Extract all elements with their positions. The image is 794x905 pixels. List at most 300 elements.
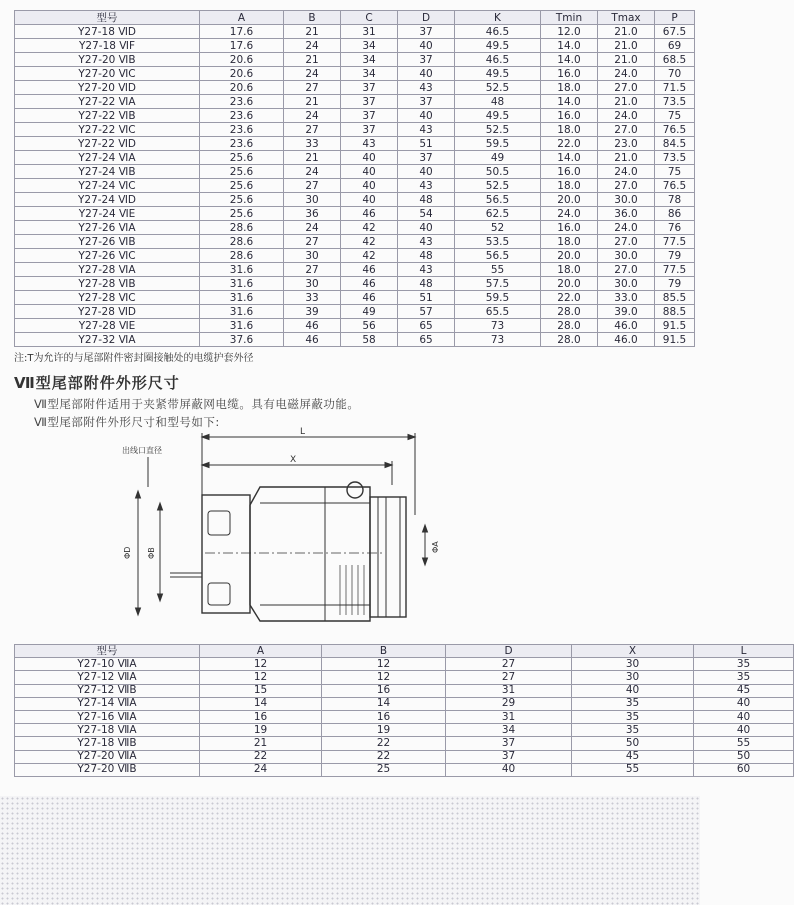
table-cell: 46.5 <box>455 25 541 39</box>
table-cell: 55 <box>572 763 694 776</box>
table-cell: 77.5 <box>655 235 695 249</box>
table-cell: 29 <box>446 697 572 710</box>
table-cell: Y27-24 ⅥB <box>15 165 200 179</box>
table-cell: 33 <box>284 137 341 151</box>
table-row <box>15 710 794 723</box>
table-cell: 17.6 <box>200 39 284 53</box>
table-cell: Y27-20 ⅥC <box>15 67 200 81</box>
table-cell: Y27-20 ⅦA <box>15 750 200 763</box>
table-cell: Y27-28 ⅥE <box>15 319 200 333</box>
table-cell: 25.6 <box>200 193 284 207</box>
table-cell: 20.0 <box>541 193 598 207</box>
table-cell: 54 <box>398 207 455 221</box>
table-cell: Y27-20 ⅥD <box>15 81 200 95</box>
table-cell: Y27-12 ⅦB <box>15 684 200 697</box>
table-cell: Y27-22 ⅥA <box>15 95 200 109</box>
table-cell: 37.6 <box>200 333 284 347</box>
table-cell: 23.6 <box>200 95 284 109</box>
column-header: A <box>200 11 284 25</box>
table-cell: 52 <box>455 221 541 235</box>
table-cell: 27 <box>446 671 572 684</box>
column-header: D <box>398 11 455 25</box>
table-cell: 21 <box>284 95 341 109</box>
table-cell: 27.0 <box>598 123 655 137</box>
table-cell: 16 <box>322 684 446 697</box>
description-text: Ⅶ型尾部附件适用于夹紧带屏蔽网电缆。具有电磁屏蔽功能。 <box>34 397 360 411</box>
column-header: Tmax <box>598 11 655 25</box>
table-row <box>15 671 794 684</box>
table-row <box>15 697 794 710</box>
table-cell: 37 <box>398 53 455 67</box>
table-cell: Y27-18 ⅦA <box>15 724 200 737</box>
table-cell: 48 <box>455 95 541 109</box>
table-row <box>15 333 695 347</box>
table-cell: 12.0 <box>541 25 598 39</box>
table-cell: 40 <box>446 763 572 776</box>
table-cell: 34 <box>446 724 572 737</box>
table-cell: Y27-18 ⅦB <box>15 737 200 750</box>
table-cell: 58 <box>341 333 398 347</box>
table-cell: 75 <box>655 109 695 123</box>
table-cell: 79 <box>655 277 695 291</box>
table-cell: Y27-14 ⅦA <box>15 697 200 710</box>
table-cell: 78 <box>655 193 695 207</box>
table-row <box>15 319 695 333</box>
column-header: 型号 <box>15 645 200 658</box>
table-cell: 46 <box>341 277 398 291</box>
table-cell: 21 <box>200 737 322 750</box>
table-cell: 14.0 <box>541 151 598 165</box>
table-cell: 55 <box>455 263 541 277</box>
table-cell: 18.0 <box>541 123 598 137</box>
table-cell: 27.0 <box>598 263 655 277</box>
table-cell: 24 <box>284 67 341 81</box>
table-cell: 17.6 <box>200 25 284 39</box>
table-row <box>15 235 695 249</box>
table-cell: 18.0 <box>541 179 598 193</box>
table-cell: 24.0 <box>598 67 655 81</box>
table-cell: Y27-18 ⅥD <box>15 25 200 39</box>
table-cell: 28.6 <box>200 249 284 263</box>
table-cell: 15 <box>200 684 322 697</box>
table-cell: 22 <box>322 750 446 763</box>
table-cell: 12 <box>322 658 446 671</box>
table-cell: Y27-24 ⅥA <box>15 151 200 165</box>
table-cell: 65 <box>398 333 455 347</box>
table-row <box>15 221 695 235</box>
table-row <box>15 658 794 671</box>
table-cell: 31 <box>341 25 398 39</box>
table-row <box>15 67 695 81</box>
table-cell: 42 <box>341 235 398 249</box>
table-row <box>15 81 695 95</box>
table-note: 注:T为允许的与尾部附件密封圈接触处的电缆护套外径 <box>14 353 254 364</box>
table-cell: 91.5 <box>655 333 695 347</box>
table-cell: 30 <box>284 277 341 291</box>
table-cell: 12 <box>322 671 446 684</box>
table-cell: 65 <box>398 319 455 333</box>
table-cell: Y27-18 ⅥF <box>15 39 200 53</box>
table-cell: 51 <box>398 137 455 151</box>
table-cell: 37 <box>341 123 398 137</box>
table-cell: 16.0 <box>541 67 598 81</box>
table-cell: 51 <box>398 291 455 305</box>
table-cell: 43 <box>398 235 455 249</box>
table-cell: 23.0 <box>598 137 655 151</box>
table-cell: 43 <box>398 263 455 277</box>
table-cell: 86 <box>655 207 695 221</box>
table-cell: 31.6 <box>200 305 284 319</box>
label-x: X <box>290 455 297 465</box>
table-cell: 43 <box>398 81 455 95</box>
table-cell: 91.5 <box>655 319 695 333</box>
table-cell: 40 <box>398 221 455 235</box>
table-cell: 30 <box>572 671 694 684</box>
table-cell: 40 <box>694 724 794 737</box>
table-cell: 59.5 <box>455 291 541 305</box>
table-cell: 73 <box>455 319 541 333</box>
label-outlet: 出线口直径 <box>122 446 162 455</box>
table-cell: Y27-22 ⅥD <box>15 137 200 151</box>
label-phi-b: ΦB <box>147 547 156 559</box>
label-phi-a: ΦA <box>431 541 440 553</box>
table-cell: Y27-32 ⅥA <box>15 333 200 347</box>
table-cell: 14.0 <box>541 53 598 67</box>
table-cell: 68.5 <box>655 53 695 67</box>
section-title: Ⅶ型尾部附件外形尺寸 <box>14 374 180 392</box>
table-cell: 22.0 <box>541 137 598 151</box>
table-row <box>15 249 695 263</box>
table-cell: 67.5 <box>655 25 695 39</box>
table-cell: 37 <box>398 151 455 165</box>
table-row <box>15 737 794 750</box>
table-cell: 35 <box>572 724 694 737</box>
table-cell: 23.6 <box>200 109 284 123</box>
table-cell: 21 <box>284 25 341 39</box>
table-cell: 37 <box>341 95 398 109</box>
table-cell: 30 <box>284 193 341 207</box>
table-cell: 73.5 <box>655 95 695 109</box>
column-header: C <box>341 11 398 25</box>
table-cell: 49.5 <box>455 109 541 123</box>
table-row <box>15 25 695 39</box>
table-row <box>15 750 794 763</box>
table-cell: 21.0 <box>598 95 655 109</box>
table-cell: 70 <box>655 67 695 81</box>
table-cell: 27 <box>284 123 341 137</box>
table-cell: 24 <box>284 109 341 123</box>
column-header: K <box>455 11 541 25</box>
table-cell: 40 <box>572 684 694 697</box>
table-cell: 25.6 <box>200 165 284 179</box>
table-cell: 48 <box>398 193 455 207</box>
table-cell: 76.5 <box>655 179 695 193</box>
table-cell: 42 <box>341 221 398 235</box>
table-cell: 40 <box>398 109 455 123</box>
column-header: D <box>446 645 572 658</box>
table-cell: 40 <box>694 697 794 710</box>
table-cell: 65.5 <box>455 305 541 319</box>
table-cell: 50.5 <box>455 165 541 179</box>
column-header: B <box>322 645 446 658</box>
table-row <box>15 277 695 291</box>
table-cell: 31 <box>446 710 572 723</box>
table-cell: 57 <box>398 305 455 319</box>
table-cell: 40 <box>341 193 398 207</box>
table-cell: 28.0 <box>541 305 598 319</box>
table-cell: 16 <box>322 710 446 723</box>
table-cell: 20.6 <box>200 67 284 81</box>
table-cell: 46 <box>284 333 341 347</box>
table-cell: 76 <box>655 221 695 235</box>
table-cell: 33.0 <box>598 291 655 305</box>
table-cell: 16.0 <box>541 221 598 235</box>
table-cell: 31.6 <box>200 291 284 305</box>
table-cell: Y27-12 ⅦA <box>15 671 200 684</box>
table-cell: 45 <box>572 750 694 763</box>
table-cell: Y27-24 ⅥC <box>15 179 200 193</box>
table-cell: 27 <box>446 658 572 671</box>
table-cell: 34 <box>341 39 398 53</box>
table-header-row <box>15 11 695 25</box>
table-cell: 22.0 <box>541 291 598 305</box>
table-cell: 28.0 <box>541 319 598 333</box>
table-row <box>15 763 794 776</box>
table-cell: 33 <box>284 291 341 305</box>
table-row <box>15 684 794 697</box>
table-cell: 39.0 <box>598 305 655 319</box>
table-cell: 79 <box>655 249 695 263</box>
table-cell: 19 <box>322 724 446 737</box>
table-cell: 46.0 <box>598 319 655 333</box>
table-cell: 30.0 <box>598 249 655 263</box>
column-header: 型号 <box>15 11 200 25</box>
table-cell: Y27-26 ⅥA <box>15 221 200 235</box>
table-cell: 69 <box>655 39 695 53</box>
table-cell: Y27-20 ⅦB <box>15 763 200 776</box>
table-cell: 46 <box>341 291 398 305</box>
table-cell: 35 <box>694 671 794 684</box>
table-cell: 21.0 <box>598 53 655 67</box>
table-cell: 25 <box>322 763 446 776</box>
column-header: X <box>572 645 694 658</box>
table-row <box>15 179 695 193</box>
table-cell: 37 <box>341 109 398 123</box>
table-cell: 30 <box>572 658 694 671</box>
table-cell: 25.6 <box>200 151 284 165</box>
table-row <box>15 123 695 137</box>
table-cell: 18.0 <box>541 235 598 249</box>
column-header: A <box>200 645 322 658</box>
table-cell: 20.0 <box>541 277 598 291</box>
table-cell: 27.0 <box>598 81 655 95</box>
table-cell: Y27-28 ⅥD <box>15 305 200 319</box>
table-cell: Y27-10 ⅦA <box>15 658 200 671</box>
table-row <box>15 137 695 151</box>
table-cell: 77.5 <box>655 263 695 277</box>
table-cell: 12 <box>200 671 322 684</box>
column-header: B <box>284 11 341 25</box>
table-cell: 24.0 <box>598 109 655 123</box>
table-cell: 36 <box>284 207 341 221</box>
table-cell: 46 <box>284 319 341 333</box>
table-cell: Y27-24 ⅥD <box>15 193 200 207</box>
table-cell: 24.0 <box>541 207 598 221</box>
table-cell: 56.5 <box>455 193 541 207</box>
table-cell: Y27-22 ⅥB <box>15 109 200 123</box>
table-cell: 40 <box>341 165 398 179</box>
table-cell: 28.0 <box>541 333 598 347</box>
table-cell: 35 <box>694 658 794 671</box>
table-cell: 40 <box>398 165 455 179</box>
column-header: L <box>694 645 794 658</box>
table-cell: 85.5 <box>655 291 695 305</box>
table-cell: 56 <box>341 319 398 333</box>
table-cell: 27 <box>284 81 341 95</box>
table-cell: 14 <box>200 697 322 710</box>
spec-table-vi <box>14 10 695 347</box>
table-cell: 42 <box>341 249 398 263</box>
table-cell: 30.0 <box>598 277 655 291</box>
table-cell: 12 <box>200 658 322 671</box>
table-cell: 24 <box>284 165 341 179</box>
table-cell: 52.5 <box>455 179 541 193</box>
table-cell: 34 <box>341 53 398 67</box>
table-cell: 49 <box>341 305 398 319</box>
table-cell: 53.5 <box>455 235 541 249</box>
table-cell: 40 <box>398 39 455 53</box>
table-cell: 39 <box>284 305 341 319</box>
table-header-row <box>15 645 794 658</box>
table-row <box>15 263 695 277</box>
table-cell: 56.5 <box>455 249 541 263</box>
table-cell: 46 <box>341 263 398 277</box>
table-row <box>15 193 695 207</box>
scan-background <box>0 796 700 905</box>
table-cell: 31.6 <box>200 277 284 291</box>
table-cell: Y27-16 ⅦA <box>15 710 200 723</box>
table-cell: 31.6 <box>200 319 284 333</box>
table-cell: 27 <box>284 263 341 277</box>
table-cell: Y27-22 ⅥC <box>15 123 200 137</box>
table-cell: 50 <box>694 750 794 763</box>
table-cell: 37 <box>341 81 398 95</box>
table-cell: 14.0 <box>541 39 598 53</box>
table-cell: 31 <box>446 684 572 697</box>
table-cell: 23.6 <box>200 137 284 151</box>
table-cell: 14 <box>322 697 446 710</box>
table-cell: 52.5 <box>455 81 541 95</box>
table-cell: 30 <box>284 249 341 263</box>
table-cell: 43 <box>398 123 455 137</box>
table-cell: 49.5 <box>455 67 541 81</box>
table-cell: 24.0 <box>598 165 655 179</box>
table-cell: 59.5 <box>455 137 541 151</box>
table-cell: 71.5 <box>655 81 695 95</box>
table-cell: 21.0 <box>598 151 655 165</box>
table-cell: 48 <box>398 249 455 263</box>
table-cell: Y27-20 ⅥB <box>15 53 200 67</box>
table-cell: 27.0 <box>598 179 655 193</box>
table-cell: 46 <box>341 207 398 221</box>
table-cell: 21 <box>284 53 341 67</box>
table-cell: 45 <box>694 684 794 697</box>
table-cell: 21.0 <box>598 25 655 39</box>
table-cell: 84.5 <box>655 137 695 151</box>
table-cell: 40 <box>694 710 794 723</box>
table-cell: 55 <box>694 737 794 750</box>
table-row <box>15 165 695 179</box>
table-cell: 37 <box>398 25 455 39</box>
table-cell: 18.0 <box>541 263 598 277</box>
table-cell: Y27-28 ⅥC <box>15 291 200 305</box>
spec-table-vii <box>14 644 794 777</box>
table-cell: 16 <box>200 710 322 723</box>
table-cell: 37 <box>398 95 455 109</box>
table-cell: Y27-24 ⅥE <box>15 207 200 221</box>
table-cell: 28.6 <box>200 235 284 249</box>
table-row <box>15 95 695 109</box>
table-row <box>15 291 695 305</box>
table-cell: 21.0 <box>598 39 655 53</box>
table-cell: 43 <box>341 137 398 151</box>
column-header: P <box>655 11 695 25</box>
table-cell: 88.5 <box>655 305 695 319</box>
tail-accessory-diagram <box>110 425 450 635</box>
table-cell: 75 <box>655 165 695 179</box>
table-cell: 76.5 <box>655 123 695 137</box>
table-cell: 40 <box>398 67 455 81</box>
table-cell: 19 <box>200 724 322 737</box>
table-cell: 30.0 <box>598 193 655 207</box>
table-row <box>15 53 695 67</box>
table-cell: 50 <box>572 737 694 750</box>
table-cell: 20.6 <box>200 81 284 95</box>
table-cell: 27 <box>284 179 341 193</box>
table-cell: 22 <box>200 750 322 763</box>
table-row <box>15 305 695 319</box>
table-cell: 25.6 <box>200 207 284 221</box>
table-cell: 21 <box>284 151 341 165</box>
table-cell: 40 <box>341 151 398 165</box>
table-cell: 28.6 <box>200 221 284 235</box>
table-row <box>15 151 695 165</box>
table-cell: Y27-26 ⅥC <box>15 249 200 263</box>
table-cell: 46.0 <box>598 333 655 347</box>
table-cell: 20.6 <box>200 53 284 67</box>
table-cell: 36.0 <box>598 207 655 221</box>
table-cell: 24 <box>284 221 341 235</box>
table-cell: Y27-28 ⅥB <box>15 277 200 291</box>
table-cell: 23.6 <box>200 123 284 137</box>
table-cell: 49 <box>455 151 541 165</box>
table-cell: 31.6 <box>200 263 284 277</box>
table-cell: 73.5 <box>655 151 695 165</box>
label-l: L <box>300 427 306 437</box>
table-cell: 16.0 <box>541 109 598 123</box>
table-cell: 60 <box>694 763 794 776</box>
table-row <box>15 39 695 53</box>
table-cell: 16.0 <box>541 165 598 179</box>
table-cell: 62.5 <box>455 207 541 221</box>
table-cell: 35 <box>572 710 694 723</box>
table-row <box>15 724 794 737</box>
table-row <box>15 207 695 221</box>
table-cell: 14.0 <box>541 95 598 109</box>
table-cell: 40 <box>341 179 398 193</box>
table-cell: Y27-26 ⅥB <box>15 235 200 249</box>
table-row <box>15 109 695 123</box>
